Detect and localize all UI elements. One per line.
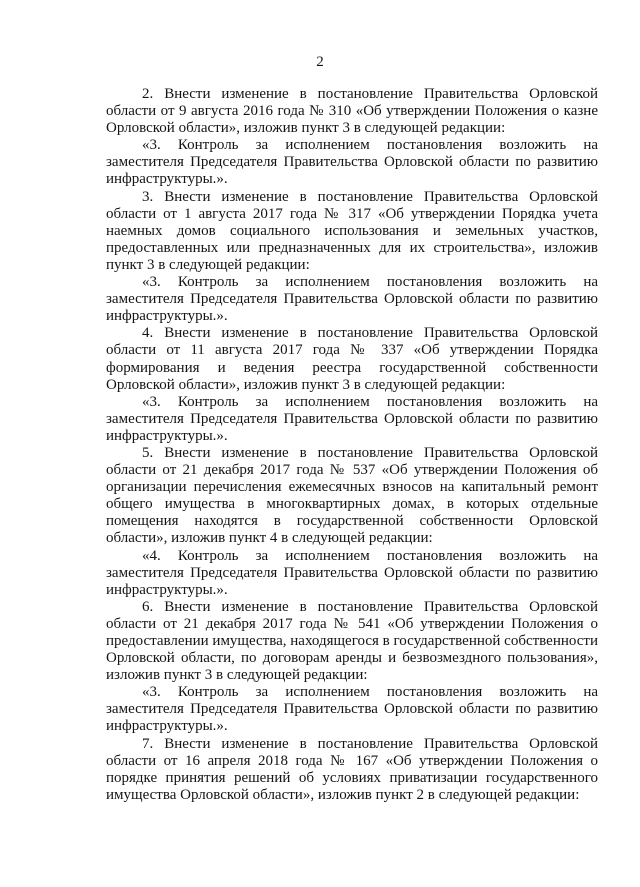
page-number: 2 [316, 54, 324, 70]
paragraph-item-7: 7. Внести изменение в постановление Правительства Орловской области от 16 апреля 2018 года № 167 «Об утверждении Положения о порядке принятия решений об условиях приватизации государственного имущества Орловской области», изложив пункт 2 в следующей редакции: [106, 735, 598, 803]
paragraph-quote-item-3: «3. Контроль за исполнением постановления возложить на заместителя Председателя Правительства Орловской области по развитию инфраструктуры.». [106, 274, 598, 325]
paragraph-quote-item-4: «3. Контроль за исполнением постановления возложить на заместителя Председателя Правительства Орловской области по развитию инфраструктуры.». [106, 393, 598, 444]
paragraph-quote-item-2: «3. Контроль за исполнением постановления возложить на заместителя Председателя Правительства Орловской области по развитию инфраструктуры.». [106, 137, 598, 188]
paragraph-item-6: 6. Внести изменение в постановление Правительства Орловской области от 21 декабря 2017 года № 541 «Об утверждении Положения о предоставлении имущества, находящегося в государственной собственности Орловской области, по договорам аренды и безвозмездного пользования», изложив пункт 3 в следующей редакции: [106, 598, 598, 684]
document-body [106, 86, 598, 804]
paragraph-quote-item-6: «3. Контроль за исполнением постановления возложить на заместителя Председателя Правительства Орловской области по развитию инфраструктуры.». [106, 684, 598, 735]
paragraph-quote-item-5: «4. Контроль за исполнением постановления возложить на заместителя Председателя Правительства Орловской области по развитию инфраструктуры.». [106, 547, 598, 598]
paragraph-item-2: 2. Внести изменение в постановление Правительства Орловской области от 9 августа 2016 года № 310 «Об утверждении Положения о казне Орловской области», изложив пункт 3 в следующей редакции: [106, 86, 598, 137]
paragraph-item-3: 3. Внести изменение в постановление Правительства Орловской области от 1 августа 2017 года № 317 «Об утверждении Порядка учета наемных домов социального использования и земельных участков, предоставленных или предназначенных для их строительства», изложив пункт 3 в следующей редакции: [106, 188, 598, 273]
paragraph-item-4: 4. Внести изменение в постановление Правительства Орловской области от 11 августа 2017 года № 337 «Об утверждении Порядка формирования и ведения реестра государственной собственности Орловской области», изложив пункт 3 в следующей редакции: [106, 325, 598, 393]
paragraph-item-5: 5. Внести изменение в постановление Правительства Орловской области от 21 декабря 2017 года № 537 «Об утверждении Положения об организации перечисления ежемесячных взносов на капитальный ремонт общего имущества в многоквартирных домах, в которых отдельные помещения находятся в государственной собственности Орловской области», изложив пункт 4 в следующей редакции: [106, 444, 598, 547]
